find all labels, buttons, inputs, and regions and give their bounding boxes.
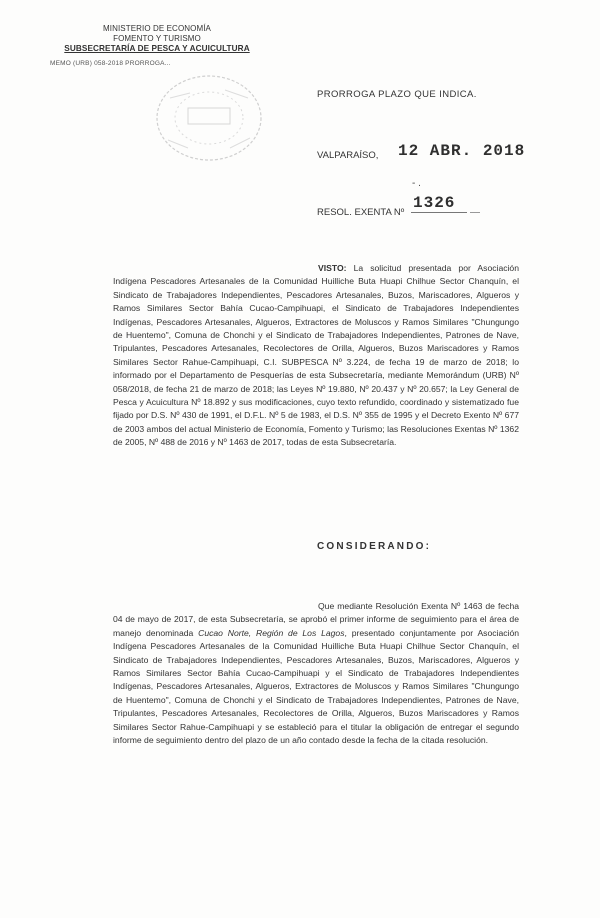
subject-line: PRORROGA PLAZO QUE INDICA. <box>317 89 477 100</box>
handwritten-mark: - . <box>412 178 421 189</box>
resolution-number: 1326 <box>413 194 456 212</box>
ministry-name: MINISTERIO DE ECONOMÍA <box>103 24 211 33</box>
resolution-underline <box>411 212 467 213</box>
area-name: Cucao Norte, Región de Los Lagos <box>198 627 345 638</box>
visto-paragraph <box>113 262 519 450</box>
resolution-underline-tail <box>470 212 480 213</box>
considerando-paragraph-1 <box>113 600 519 747</box>
considerando-text-a: Que mediante Resolución Exenta Nº 1463 de fecha 04 de mayo de 2017, de esta Subsecretaría, se aprobó el primer informe de seguimiento para el área de manejo denominada <box>113 601 519 638</box>
subsecretaria-name: SUBSECRETARÍA DE PESCA Y ACUICULTURA <box>64 44 250 53</box>
place-label: VALPARAÍSO, <box>317 150 379 161</box>
letterhead <box>52 24 262 54</box>
considerando-heading: CONSIDERANDO: <box>317 541 432 552</box>
visto-text: La solicitud presentada por Asociación Indígena Pescadores Artesanales de la Comunidad Huilliche Buta Huapi Chilhue Sector Chanquín, el Sindicato de Trabajadores Independientes, Pescadores Artesanales, Buzos, Mariscadores, Algueros y Ramos Similares Sector Bahía Cucao-Campihuapi, el Sindicato de Trabajadores Independientes Indígenas, Pescadores Artesanales, Algueros, Extractores de Moluscos y Ramos Similares "Chungungo de Huentemo", Comuna de Chonchi y el Sindicato de Trabajadores Independientes, Patrones de Nave, Tripulantes, Pescadores Artesanales, Recolectores de Orilla, Algueros, Buzos Mariscadores y Ramos Similares Sector Rahue-Campihuapi, C.I. SUBPESCA Nº 3.224, de fecha 19 de marzo de 2018; lo informado por el Departamento de Pesquerías de esta Subsecretaría, mediante Memorándum (URB) Nº 058/2018, de fecha 21 de marzo de 2018; las Leyes Nº 19.880, Nº 20.437 y Nº 20.657; la Ley General de Pesca y Acuicultura Nº 18.892 y sus modificaciones, cuyo texto refundido, coordinado y sistematizado fue fijado por D.S. Nº 430 de 1991, el D.F.L. Nº 5 de 1983, el D.S. Nº 355 de 1995 y el Decreto Exento Nº 677 de 2003 ambos del actual Ministerio de Economía, Fomento y Turismo; las Resoluciones Exentas Nº 1362 de 2005, Nº 488 de 2016 y Nº 1463 de 2017, todas de esta Subsecretaría. <box>113 263 519 448</box>
date-stamp: 12 ABR. 2018 <box>398 142 526 160</box>
fomento-name: FOMENTO Y TURISMO <box>113 34 201 43</box>
faded-stamp-icon <box>150 68 268 168</box>
considerando-text-b: , presentado conjuntamente por Asociación Indígena Pescadores Artesanales de la Comunidad Huilliche Buta Huapi Chilhue Sector Chanquín, el Sindicato de Trabajadores Independientes, Pescadores Artesanales, Buzos, Mariscadores, Algueros y Ramos Similares Sector Bahía Cucao-Campihuapi y el Sindicato de Trabajadores Independientes Indígenas, Pescadores Artesanales, Algueros, Extractores de Moluscos y Ramos Similares "Chungungo de Huentemo", Comuna de Chonchi y el Sindicato de Trabajadores Independientes, Patrones de Nave, Tripulantes, Pescadores Artesanales, Recolectores de Orilla, Algueros, Buzos Mariscadores y Ramos Similares Sector Rahue-Campihuapi y se estableció para el titular la obligación de entregar el segundo informe de seguimiento dentro del plazo de un año contado desde la fecha de la citada resolución. <box>113 627 520 746</box>
memo-reference: MEMO (URB) 058-2018 PRORROGA... <box>50 60 171 67</box>
resolution-label: RESOL. EXENTA Nº <box>317 207 405 218</box>
visto-label: VISTO: <box>318 263 347 273</box>
